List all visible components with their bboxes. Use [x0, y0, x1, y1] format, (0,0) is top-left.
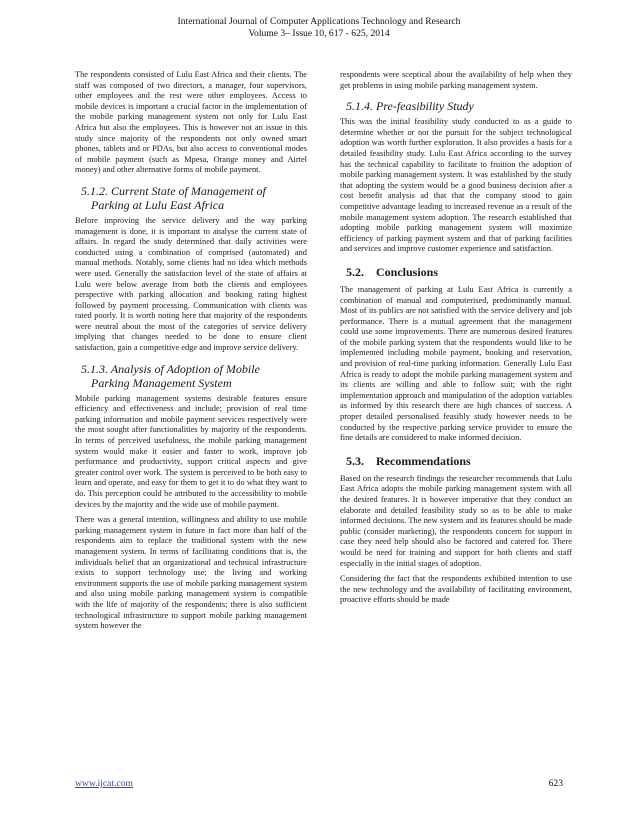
paragraph-recommendations: Based on the research findings the researcher recommends that Lulu East Africa adopts the mobile parking management system with all the desired features. It is however imperative that they conduct an elaborate and detailed feasibility study so as to be able to make informed decisions. The new system and its features should be made public (consider marketing), the respondents concern for support in case they need help should also be factored and catered for. There would be need for training and support for both clients and staff especially in the initial stages of adoption. [340, 473, 572, 568]
right-column [340, 70, 572, 611]
volume-info: Volume 3– Issue 10, 617 - 625, 2014 [248, 28, 390, 39]
page-number: 623 [548, 778, 563, 789]
section-heading-5-2: 5.2. Conclusions [346, 264, 439, 279]
journal-website-link[interactable]: www.ijcat.com [75, 778, 133, 789]
section-heading-5-1-3: 5.1.3. Analysis of Adoption of Mobile Parking Management System [81, 361, 260, 390]
left-column [75, 70, 307, 637]
paragraph-adoption-features: Mobile parking management systems desirable features ensure efficiency and effectiveness and include; provision of real time parking information and mobile payment services respectively were the most sought after functionalities by majority of the respondents. In terms of perceived usefulness, the mobile parking management system would make it easier and faster to work, improve job performance and productivity, support critical aspects and give greater control over work. The system is perceived to be both easy to learn and operate, and easy for them to get it to do what they want to do. This perception could be attributed to the accessibility to mobile devices by the majority and the wide use of mobile payment. [75, 393, 307, 509]
paragraph-prefeasibility: This was the initial feasibility study conducted to as a guide to determine whether or not the pursuit for the subject technological adoption was worth further exploration. It also provides a basis for a detailed feasibility study. Lulu East Africa according to the survey has the technical capability to facilitate to fruition the adoption of mobile parking management system. It was established by the study that adopting the system would be a good business decision after a cost benefit analysis ad that that the company stood to gain competitive advantage leading to increased revenue as a result of the mobile management system adoption. The research established that adopting mobile parking management system will maximize efficiency of parking payment system and that of parking facilities and services and improve customer experience and satisfaction. [340, 117, 572, 254]
section-heading-5-3: 5.3. Recommendations [346, 453, 471, 468]
section-heading-5-1-2: 5.1.2. Current State of Management of Parking at Lulu East Africa [81, 183, 266, 212]
paragraph-respondents: The respondents consisted of Lulu East Africa and their clients. The staff was composed of two directors, a manager, four supervisors, other employees and the rest were other employees. Access to mobile devices is important a crucial factor in the implementation of the mobile parking management system not only for Lulu East Africa but also the employees. This is however not an issue in this study since majority of the respondents not only owned smart phones, tablets and or PDAs, but also access to conventional modes of mobile payment (such as Mpesa, Orange money and Airtel money) and other alternative forms of mobile payment. [75, 70, 307, 175]
paragraph-adoption-intention: There was a general intention, willingness and ability to use mobile parking management system in future in fact more than half of the respondents aim to replace the traditional system with the new management system. In terms of facilitating conditions that is, the individuals belief that an organizational and technical infrastructure exists to support technology use; the living and working environment supports the use of mobile parking management system and also using mobile parking management system is compatible with the life of majority of the respondents; there is also sufficient technological infrastructure to support mobile parking management system however the [75, 515, 307, 631]
journal-title: International Journal of Computer Applications Technology and Research [177, 16, 461, 27]
section-heading-5-1-4: 5.1.4. Pre-feasibility Study [346, 99, 474, 114]
paragraph-sceptical: respondents were sceptical about the availability of help when they get problems in using mobile parking management system. [340, 70, 572, 90]
paragraph-considering: Considering the fact that the respondents exhibited intention to use the new technology and the availability of facilitating environment, proactive efforts should be made [340, 574, 572, 605]
paragraph-conclusions: The management of parking at Lulu East Africa is currently a combination of manual and computerised, predominantly manual. Most of its publics are not satisfied with the service delivery and job performance. There is a mutual agreement that the management could use some improvements. There are numerous desired features of the mobile parking system that the respondents would like to be implemented including mobile payment, booking and reservation, and provision of real-time parking information. Generally Lulu East Africa is ready to adopt the mobile parking management system and its clients are willing and able to follow suit; with the right implementation approach and manipulation of the adoption variables as informed by this research there are high chances of success. A proper detailed personalised feasibly study however needs to be conducted by the respective parking service provider to ensure the fine details are considered to make informed decision. [340, 284, 572, 443]
page-header [0, 16, 638, 40]
paragraph-current-state: Before improving the service delivery and the way parking management is done, it is important to analyse the current state of affairs. In regard the study determined that daily activities were conducted using a combination of comprised (automated) and manual methods. Notably, some clients had no idea which methods were used. Generally the satisfaction level of the state of affairs at Lulu were below average from both the clients and employees perspective with parking allocation and booking rating highest followed by payment processing. Communication with clients was rated poorly. It is worth noting here that majority of the respondents were neutral about the most of the categories of service delivery implying that changes needed to be done to ensure client satisfaction, gain a competitive edge and improve service delivery. [75, 215, 307, 353]
